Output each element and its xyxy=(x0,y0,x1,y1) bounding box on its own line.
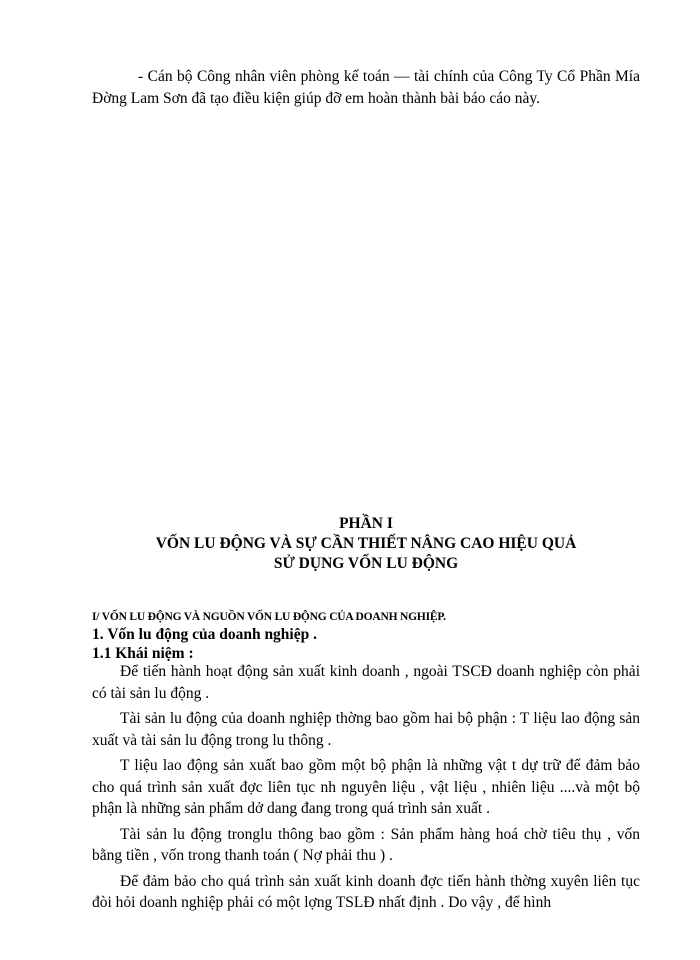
heading-1-1: 1.1 Khái niệm : xyxy=(92,645,194,662)
heading-1: 1. Vốn lu động của doanh nghiệp . xyxy=(92,626,317,643)
paragraph: T liệu lao động sản xuất bao gồm một bộ phận là những vật t dự trữ để đảm bảo cho quá trình sản xuất đợc liên tục nh nguyên liệu , vật liệu , nhiên liệu ....và một bộ phận là những sản phẩm dở dang đang trong quá trình sản xuất . xyxy=(92,757,640,817)
part-title-line-1: VỐN LU ĐỘNG VÀ SỰ CẦN THIẾT NÂNG CAO HIỆU QUẢ xyxy=(155,535,577,552)
paragraph: Tài sản lu động tronglu thông bao gồm : Sản phẩm hàng hoá chờ tiêu thụ , vốn bằng tiền , vốn trong thanh toán ( Nợ phải thu ) . xyxy=(92,825,640,864)
part-label: PHẦN I xyxy=(339,515,393,532)
paragraph: Tài sản lu động của doanh nghiệp thờng bao gồm hai bộ phận : T liệu lao động sản xuất và tài sản lu động trong lu thông . xyxy=(92,710,640,749)
part-title-line-2: SỬ DỤNG VỐN LU ĐỘNG xyxy=(273,555,459,572)
paragraph: Để đảm bảo cho quá trình sản xuất kinh doanh đợc tiến hành thờng xuyên liên tục đòi hỏi doanh nghiệp phải có một lợng TSLĐ nhất định . Do vậy , để hình xyxy=(92,872,640,911)
body-content xyxy=(92,661,640,918)
intro-paragraph: - Cán bộ Công nhân viên phòng kế toán — tài chính của Công Ty Cổ Phần Mía Đờng Lam Sơn đã tạo điều kiện giúp đỡ em hoàn thành bài báo cáo này. xyxy=(92,68,640,107)
section-heading: I/ VỐN LU ĐỘNG VÀ NGUỒN VỐN LU ĐỘNG CỦA DOANH NGHIỆP. xyxy=(92,611,446,623)
part-title-block xyxy=(92,514,640,574)
paragraph: Để tiến hành hoạt động sản xuất kinh doanh , ngoài TSCĐ doanh nghiệp còn phải có tài sản lu động . xyxy=(92,663,640,702)
